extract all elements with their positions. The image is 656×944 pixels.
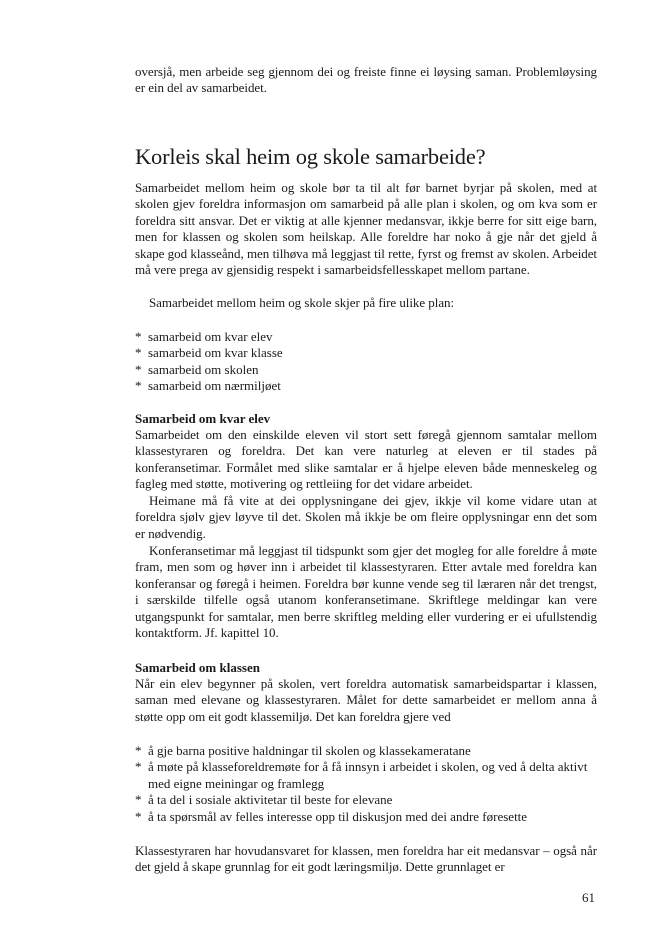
intro-paragraph: oversjå, men arbeide seg gjennom dei og freiste finne ei løysing saman. Problemløysing er ein del av samarbeidet. xyxy=(135,64,597,96)
page-number: 61 xyxy=(582,890,595,905)
bullet-icon: * xyxy=(135,378,142,394)
list-item: * samarbeid om nærmiljøet xyxy=(135,378,281,394)
section-heading: Korleis skal heim og skole samarbeide? xyxy=(135,144,486,169)
bullet-icon: * xyxy=(135,743,142,758)
section1-paragraph-2: Samarbeidet mellom heim og skole skjer på fire ulike plan: xyxy=(149,295,455,310)
bullet-icon: * xyxy=(135,808,142,824)
plan-list xyxy=(135,329,597,395)
section2-paragraph-3: Konferansetimar må leggjast til tidspunkt som gjer det mogleg for alle foreldre å møte fram, men som og høver inn i arbeidet til klassestyraren. Etter avtale med foreldra kan konferansar og føregå i heimen. Foreldra bør kunne vende seg til læraren når det trengst, i særskilde tilfelle også utanom konferansetimane. Skriftlege meldingar kan vere utgangspunkt for samtalar, men berre skriftleg melding eller vurdering er ei ufullstendig kontaktform. Jf. kapittel 10. xyxy=(135,543,597,641)
list-item: * å møte på klasseforeldremøte for å få innsyn i arbeidet i skolen, og ved å delta aktivt med eigne meiningar og framlegg xyxy=(135,759,588,791)
list-item: * å gje barna positive haldningar til skolen og klassekameratane xyxy=(135,743,471,758)
parent-actions-list xyxy=(135,743,597,825)
bullet-icon: * xyxy=(135,361,142,377)
bullet-icon: * xyxy=(135,792,142,808)
list-item: * samarbeid om kvar klasse xyxy=(135,345,283,361)
list-item: * å ta del i sosiale aktivitetar til beste for elevane xyxy=(135,792,393,808)
bullet-icon: * xyxy=(135,759,142,775)
section3-paragraph-2: Klassestyraren har hovudansvaret for klassen, men foreldra har eit medansvar – også når det gjeld å skape grunnlag for eit godt læringsmiljø. Dette grunnlaget er xyxy=(135,843,597,875)
subheading-klassen: Samarbeid om klassen xyxy=(135,660,260,675)
list-item: * samarbeid om kvar elev xyxy=(135,329,273,344)
list-item: * samarbeid om skolen xyxy=(135,361,259,377)
bullet-icon: * xyxy=(135,329,142,344)
section1-paragraph-1: Samarbeidet mellom heim og skole bør ta til alt før barnet byrjar på skolen, med at skolen gjev foreldra informasjon om samarbeid på alle plan i skolen, og om kva som er foreldra sitt ansvar. Det er viktig at alle kjenner medansvar, ikkje berre for sitt eige barn, men for klassen og skolen som heilskap. Alle foreldre har noko å gje når det gjeld å skape god klasseånd, men tilhøva må leggjast til rette, fyrst og fremst av skolen. Arbeidet må vere prega av gjensidig respekt i samarbeidsfellesskapet mellom partane. xyxy=(135,180,597,278)
list-item: * å ta spørsmål av felles interesse opp til diskusjon med dei andre føresette xyxy=(135,808,528,824)
subheading-kvar-elev: Samarbeid om kvar elev xyxy=(135,411,271,426)
section2-paragraph-1: Samarbeidet om den einskilde eleven vil stort sett føregå gjennom samtalar mellom klassestyraren og foreldra. Det kan vere naturleg at eleven er til stades på konferansetimar. Formålet med slike samtalar er å hjelpe eleven både menneskeleg og fagleg med støtte, motivering og rettleiing for det vidare arbeidet. xyxy=(135,427,597,492)
bullet-icon: * xyxy=(135,345,142,361)
section3-paragraph-1: Når ein elev begynner på skolen, vert foreldra automatisk samarbeidspartar i klassen, saman med elevane og klassestyraren. Målet for dette samarbeidet er mellom anna å støtte opp om eit godt klassemiljø. Det kan foreldra gjere ved xyxy=(135,676,597,724)
section2-paragraph-2: Heimane må få vite at dei opplysningane dei gjev, ikkje vil kome vidare utan at foreldra sjølv gjev løyve til det. Skolen må ikkje be om fleire opplysningar enn det som er nødvendig. xyxy=(135,493,597,541)
